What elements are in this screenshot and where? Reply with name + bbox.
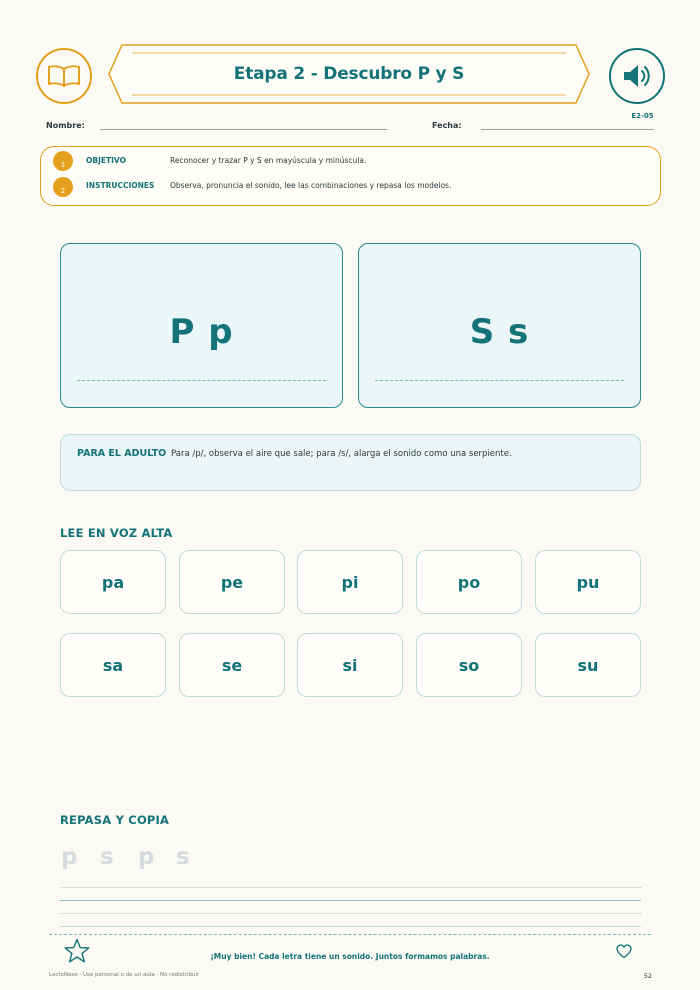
syllable-card[interactable]: pa [60, 550, 166, 614]
speaker-icon [621, 62, 653, 90]
trace-base-line[interactable] [60, 900, 641, 901]
trace-base-line[interactable] [60, 926, 641, 927]
objective-text: Reconocer y trazar P y S en mayúscula y minúscula. [170, 156, 367, 165]
syllable-card[interactable]: se [179, 633, 285, 697]
worksheet-code: E2-05 [631, 112, 654, 120]
open-book-icon [47, 64, 81, 88]
adult-note [60, 434, 641, 491]
letter-card-p [60, 243, 343, 408]
title-banner [108, 44, 590, 104]
instructions-number-badge: 2 [53, 177, 73, 197]
trace-model-letter: s [176, 844, 190, 870]
date-label: Fecha: [432, 121, 462, 130]
name-field[interactable] [100, 129, 387, 130]
syllable-card[interactable]: pe [179, 550, 285, 614]
objective-label: OBJETIVO [86, 156, 126, 165]
audio-button[interactable] [609, 48, 665, 104]
page-title: Etapa 2 - Descubro P y S [233, 64, 465, 84]
syllable-card[interactable]: pi [297, 550, 403, 614]
card-divider [375, 380, 624, 381]
syllable-card[interactable]: sa [60, 633, 166, 697]
letter-card-s [358, 243, 641, 408]
syllable-card[interactable]: su [535, 633, 641, 697]
trace-model-letter: s [100, 844, 114, 870]
syllable-card[interactable]: po [416, 550, 522, 614]
letter-s: S s [469, 312, 530, 352]
trace-title: REPASA Y COPIA [60, 813, 170, 827]
name-label: Nombre: [46, 121, 85, 130]
date-field[interactable] [481, 129, 654, 130]
book-badge [36, 48, 92, 104]
copyright-text: LectoNexo · Uso personal o de un aula · No redistribuir [49, 972, 200, 978]
trace-model-letter: p [61, 844, 78, 870]
objective-number-badge: 1 [53, 151, 73, 171]
read-aloud-title: LEE EN VOZ ALTA [60, 526, 173, 540]
footer-divider [49, 934, 651, 935]
footer-message: ¡Muy bien! Cada letra tiene un sonido. Juntos formamos palabras. [210, 952, 490, 961]
page-number: 52 [643, 972, 652, 980]
info-box [40, 146, 661, 206]
instructions-text: Observa, pronuncia el sonido, lee las combinaciones y repasa los modelos. [170, 181, 452, 190]
trace-guide-line[interactable] [60, 913, 641, 914]
heart-icon [616, 944, 632, 959]
syllable-card[interactable]: pu [535, 550, 641, 614]
letter-p: P p [169, 312, 234, 352]
adult-note-label: PARA EL ADULTO [77, 448, 167, 459]
instructions-label: INSTRUCCIONES [86, 181, 155, 190]
trace-guide-line[interactable] [60, 887, 641, 888]
trace-model-letter: p [138, 844, 155, 870]
syllable-card[interactable]: so [416, 633, 522, 697]
card-divider [77, 380, 326, 381]
syllable-card[interactable]: si [297, 633, 403, 697]
adult-note-text: Para /p/, observa el aire que sale; para /s/, alarga el sonido como una serpiente. [171, 449, 512, 459]
